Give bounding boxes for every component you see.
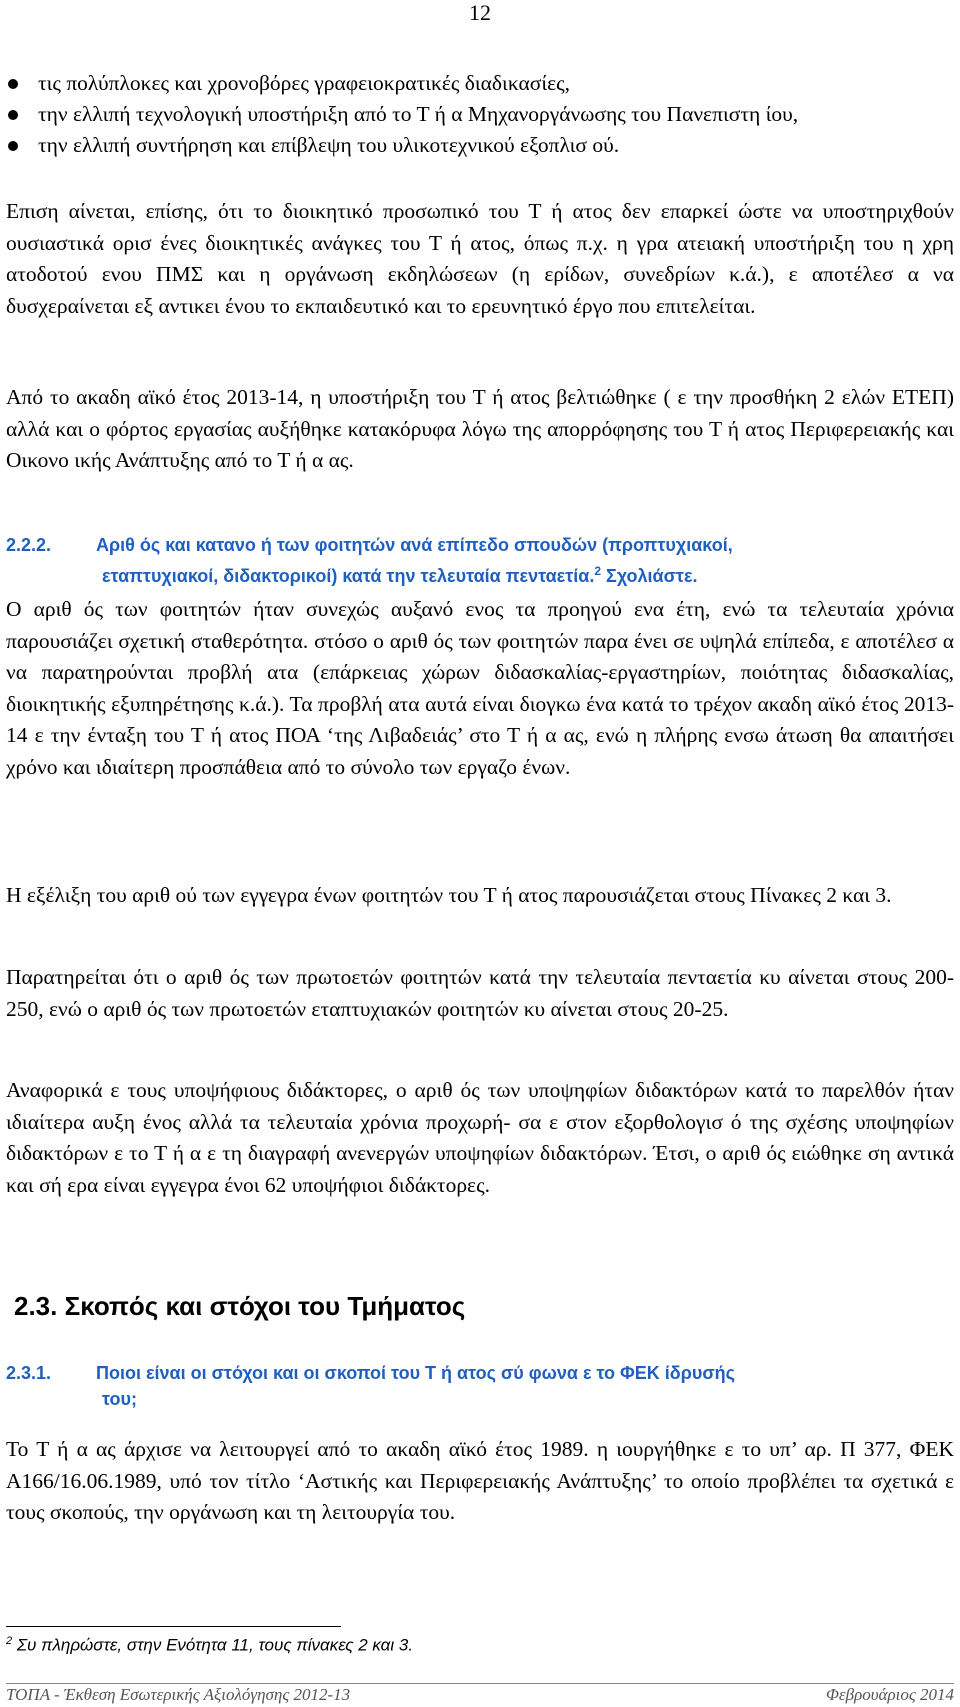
section-2-2-2-heading — [6, 532, 954, 589]
bullet-icon — [8, 79, 18, 89]
section-2-3-1-heading — [6, 1360, 954, 1412]
section-2-3-heading: 2.3. Σκοπός και στόχοι του Τμήματος — [14, 1291, 466, 1321]
paragraph-tables-ref: Η εξέλιξη του αριθ ού των εγγεγρα ένων φοιτητών του Τ ή ατος παρουσιάζεται στους Πίνακες 2 και 3. — [6, 883, 892, 907]
paragraph-admin-staff: Επιση αίνεται, επίσης, ότι το διοικητικό προσωπικό του Τ ή ατος δεν επαρκεί ώστε να υποστηριχθούν ουσιαστικά ορισ ένες διοικητικές ανάγκες του Τ ή ατος, όπως π.χ. η γρα ατειακή υποστήριξη του η χρη ατοδοτού ενου ΠΜΣ και η οργάνωση εκδηλώσεων (η ερίδων, συνεδρίων κ.ά.), ε αποτέλεσ α να δυσχεραίνεται εξ αντικει ένου το εκπαιδευτικό και το ερευνητικό έργο που επιτελείται. — [6, 199, 954, 318]
paragraph-student-numbers: Ο αριθ ός των φοιτητών ήταν συνεχώς αυξανό ενος τα προηγού ενα έτη, ενώ τα τελευταία χρόνια παρουσιάζει σχετική σταθερότητα. στόσο ο αριθ ός των φοιτητών παρα ένει σε υψηλά επίπεδα, ε αποτέλεσ α να παρατηρούνται προβλή ατα (επάρκειας χώρων διδασκαλίας-εργαστηρίων, ποιότητας διδασκαλίας, διοικητικής εξυπηρέτησης κ.ά.). Τα προβλή ατα αυτά είναι διογκω ένα κατά το τρέχον ακαδη αϊκό έτος 2013-14 ε την ένταξη του Τ ή ατος ΠΟΑ ‘της Λιβαδειάς’ στο Τ ή α ας, ενώ η πλήρης ενσω άτωση θα απαιτήσει χρόνο και ιδιαίτερη προσπάθεια από το σύνολο των εργαζο ένων. — [6, 597, 954, 779]
footer-divider — [6, 1683, 954, 1684]
list-item — [6, 130, 954, 161]
section-note: Σχολιάστε. — [606, 566, 698, 586]
list-item — [6, 99, 954, 130]
bullet-icon — [8, 141, 18, 151]
footnote-marker: 2 — [6, 1635, 13, 1647]
footnote-divider — [6, 1626, 341, 1627]
section-number: 2.2.2. — [6, 535, 52, 555]
paragraph-first-year: Παρατηρείται ότι ο αριθ ός των πρωτοετών φοιτητών κατά την τελευταία πενταετία κυ αίνεται στους 200-250, ενώ ο αριθ ός των πρωτοετών εταπτυχιακών φοιτητών κυ αίνεται στους 20-25. — [6, 965, 954, 1021]
footnote — [6, 1635, 413, 1656]
paragraph-department-founding: Το Τ ή α ας άρχισε να λειτουργεί από το ακαδη αϊκό έτος 1989. η ιουργήθηκε ε το υπ’ αρ. Π 377, ΦΕΚ Α166/16.06.1989, υπό τον τίτλο ‘Αστικής και Περιφερειακής Ανάπτυξης’ το οποίο προβλέπει τα σχετικά ε τους σκοπούς, την οργάνωση και τη λειτουργία του. — [6, 1437, 954, 1524]
list-item — [6, 68, 954, 99]
list-item-text: την ελλιπή τεχνολογική υποστήριξη από το Τ ή α Μηχανοργάνωσης του Πανεπιστη ίου, — [38, 102, 799, 126]
bullet-icon — [8, 110, 18, 120]
footnote-text: Συ πληρώστε, στην Ενότητα 11, τους πίνακες 2 και 3. — [16, 1635, 414, 1655]
section-title-line2: εταπτυχιακοί, διδακτορικοί) κατά την τελευταία πενταετία. — [102, 566, 595, 586]
footer-title: ΤΟΠΑ - Έκθεση Εσωτερικής Αξιολόγησης 2012-13 — [6, 1685, 351, 1704]
section-title-line1: Ποιοι είναι οι στόχοι και οι σκοποί του Τ ή ατος σύ φωνα ε το ΦΕΚ ίδρυσής — [96, 1363, 735, 1383]
list-item-text: την ελλιπή συντήρηση και επίβλεψη του υλικοτεχνικού εξοπλισ ού. — [38, 133, 620, 157]
section-title-line1: Αριθ ός και κατανο ή των φοιτητών ανά επίπεδο σπουδών (προπτυχιακοί, — [96, 535, 733, 555]
footnote-reference[interactable]: 2 — [594, 564, 602, 578]
section-title-line2-wrap — [6, 558, 954, 589]
section-title-line2: του; — [102, 1389, 137, 1409]
paragraph-support-2013: Από το ακαδη αϊκό έτος 2013-14, η υποστήριξη του Τ ή ατος βελτιώθηκε ( ε την προσθήκη 2 ελών ΕΤΕΠ) αλλά και ο φόρτος εργασίας αυξήθηκε κατακόρυφα λόγω της απορρόφησης του Τ ή ατος Περιφερειακής και Οικονο ικής Ανάπτυξης από το Τ ή α ας. — [6, 385, 954, 472]
paragraph-phd-candidates: Αναφορικά ε τους υποψήφιους διδάκτορες, ο αριθ ός των υποψηφίων διδακτόρων κατά το παρελθόν ήταν ιδιαίτερα αυξη ένος αλλά τα τελευταία χρόνια προχωρή- σα ε στον εξορθολογισ ό της σχέσης υποψηφίων διδακτόρων ε το Τ ή α ε τη διαγραφή ανενεργών υποψηφίων διδακτόρων. Έτσι, ο αριθ ός ειώθηκε ση αντικά και σή ερα είναι εγγεγρα ένοι 62 υποψήφιοι διδάκτορες. — [6, 1078, 954, 1197]
section-number: 2.3.1. — [6, 1363, 52, 1383]
bullet-list — [6, 68, 954, 161]
list-item-text: τις πολύπλοκες και χρονοβόρες γραφειοκρατικές διαδικασίες, — [38, 71, 571, 95]
page-number: 12 — [469, 0, 491, 25]
footer-date: Φεβρουάριος 2014 — [825, 1685, 954, 1704]
